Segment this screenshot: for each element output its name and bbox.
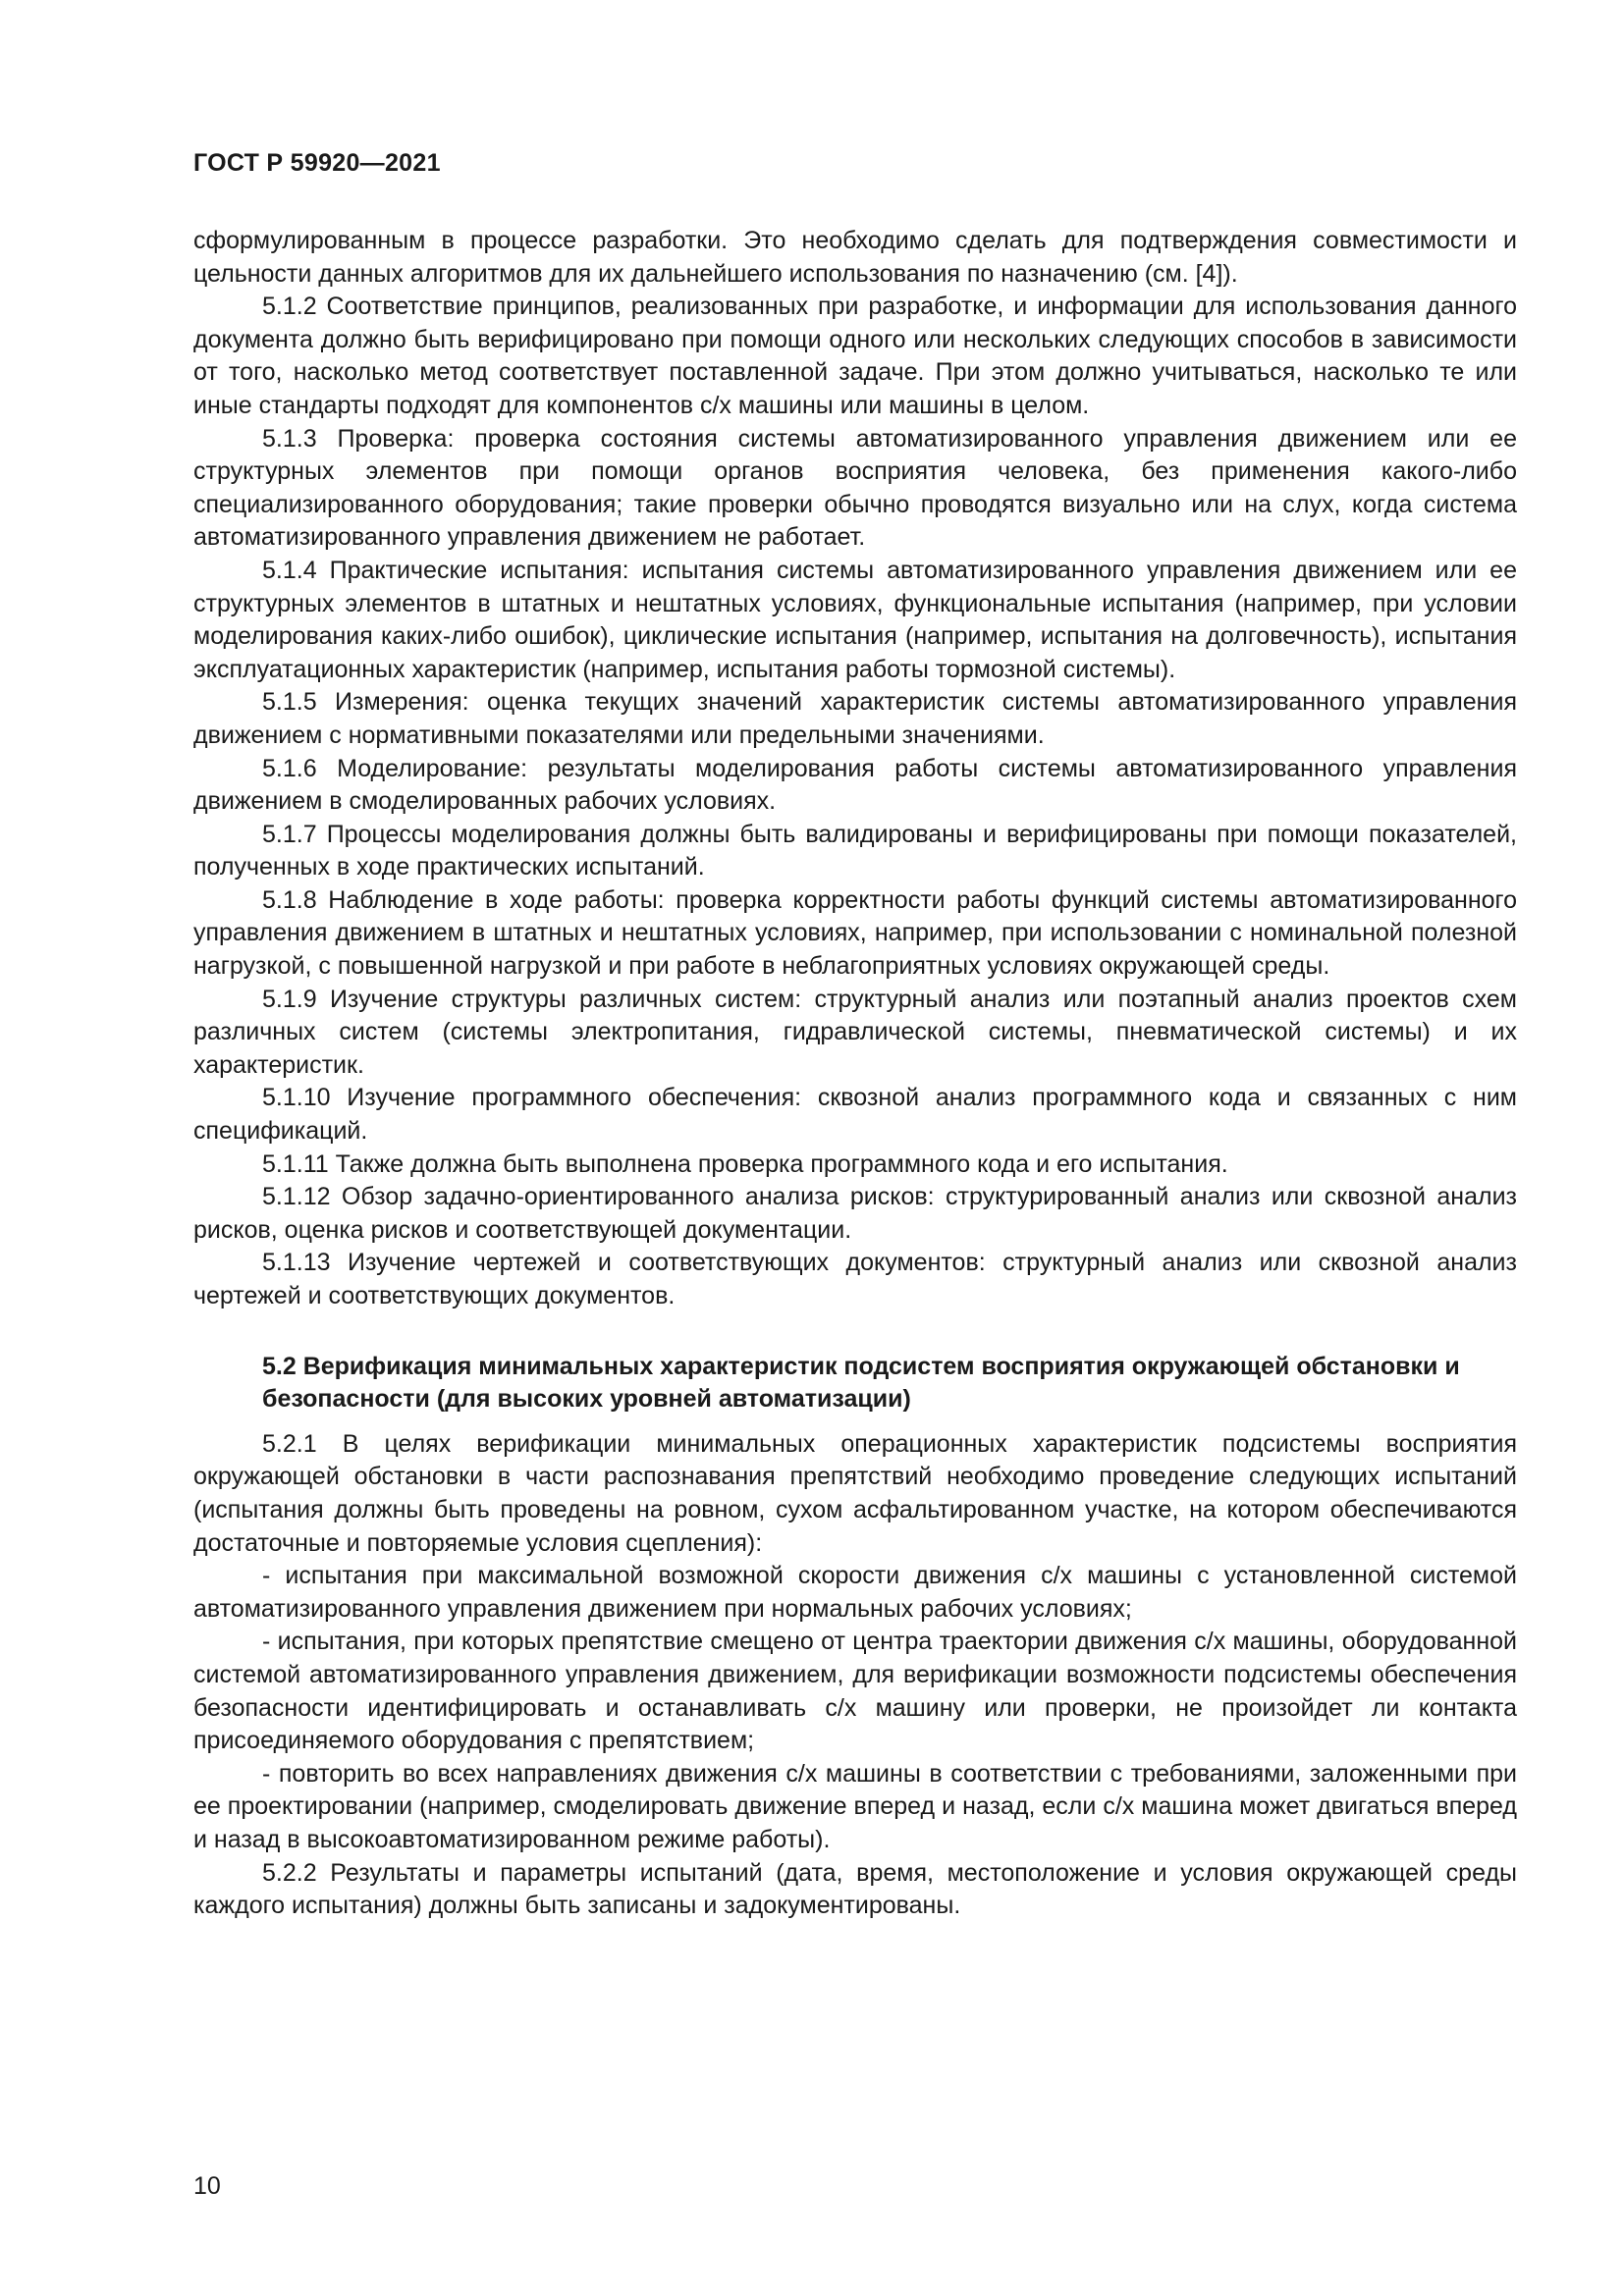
list-item-all-directions-test: - повторить во всех направлениях движения с/х машины в соответствии с требованиями, заложенными при ее проектировании (например, смоделировать движение вперед и назад, если с/х машина может двигаться вперед и назад в высокоавтоматизированном режиме работы). [193,1759,1517,1853]
page-number: 10 [193,2172,221,2200]
section-heading-5-2: 5.2 Верификация минимальных характеристик подсистем восприятия окружающей обстановки и безопасности (для высоких уровней автоматизации) [262,1352,1460,1414]
paragraph-5-1-7: 5.1.7 Процессы моделирования должны быть валидированы и верифицированы при помощи показателей, полученных в ходе практических испытаний. [193,820,1517,881]
page-header-standard-id: ГОСТ Р 59920—2021 [193,149,441,177]
paragraph-5-1-13: 5.1.13 Изучение чертежей и соответствующих документов: структурный анализ или сквозной анализ чертежей и соответствующих документов. [193,1249,1517,1309]
paragraph-continuation: сформулированным в процессе разработки. Это необходимо сделать для подтверждения совместимости и цельности данных алгоритмов для их дальнейшего использования по назначению (см. [4]). [193,227,1517,288]
paragraph-5-1-4: 5.1.4 Практические испытания: испытания системы автоматизированного управления движением или ее структурных элементов в штатных и нештатных условиях, функциональные испытания (например, при условии моделирования каких-либо ошибок), циклические испытания (например, испытания на долговечность), испытания эксплуатационных характеристик (например, испытания работы тормозной системы). [193,556,1517,683]
paragraph-5-2-2: 5.2.2 Результаты и параметры испытаний (дата, время, местоположение и условия окружающей среды каждого испытания) должны быть записаны и задокументированы. [193,1858,1517,1920]
paragraph-5-1-10: 5.1.10 Изучение программного обеспечения: сквозной анализ программного кода и связанных с ним спецификаций. [193,1084,1517,1146]
paragraph-5-1-6: 5.1.6 Моделирование: результаты моделирования работы системы автоматизированного управления движением в смоделированных рабочих условиях. [193,754,1517,816]
paragraph-5-2-1: 5.2.1 В целях верификации минимальных операционных характеристик подсистемы восприятия окружающей обстановки в части распознавания препятствий необходимо проведение следующих испытаний (испытания должны быть проведены на ровном, сухом асфальтированном участке, на котором обеспечиваются достаточные и повторяемые условия сцепления): [193,1429,1517,1557]
paragraph-5-1-3: 5.1.3 Проверка: проверка состояния системы автоматизированного управления движением или ее структурных элементов при помощи органов восприятия человека, без применения какого-либо специализированного оборудования; такие проверки обычно проводятся визуально или на слух, когда система автоматизированного управления движением не работает. [193,424,1517,552]
paragraph-5-1-5: 5.1.5 Измерения: оценка текущих значений характеристик системы автоматизированного управления движением с нормативными показателями или предельными значениями. [193,688,1517,749]
document-body [193,225,1517,1923]
paragraph-5-1-9: 5.1.9 Изучение структуры различных систем: структурный анализ или поэтапный анализ проектов схем различных систем (системы электропитания, гидравлической системы, пневматической системы) и их характеристик. [193,985,1517,1079]
list-item-offset-obstacle-test: - испытания, при которых препятствие смещено от центра траектории движения с/х машины, оборудованной системой автоматизированного управления движением, для верификации возможности подсистемы обеспечения безопасности идентифицировать и останавливать с/х машину или проверки, не произойдет ли контакта присоединяемого оборудования с препятствием; [193,1628,1517,1755]
paragraph-5-1-12: 5.1.12 Обзор задачно-ориентированного анализа рисков: структурированный анализ или сквозной анализ рисков, оценка рисков и соответствующей документации. [193,1183,1517,1244]
paragraph-5-1-8: 5.1.8 Наблюдение в ходе работы: проверка корректности работы функций системы автоматизированного управления движением в штатных и нештатных условиях, например, при использовании с номинальной полезной нагрузкой, с повышенной нагрузкой и при работе в неблагоприятных условиях окружающей среды. [193,885,1517,981]
paragraph-5-1-11: 5.1.11 Также должна быть выполнена проверка программного кода и его испытания. [262,1149,1228,1178]
paragraph-5-1-2: 5.1.2 Соответствие принципов, реализованных при разработке, и информации для использования данного документа должно быть верифицировано при помощи одного или нескольких следующих способов в зависимости от того, насколько метод соответствует поставленной задаче. При этом должно учитываться, насколько те или иные стандарты подходят для компонентов с/х машины или машины в целом. [193,293,1517,419]
list-item-max-speed-test: - испытания при максимальной возможной скорости движения с/х машины с установленной системой автоматизированного управления движением при нормальных рабочих условиях; [193,1562,1517,1623]
